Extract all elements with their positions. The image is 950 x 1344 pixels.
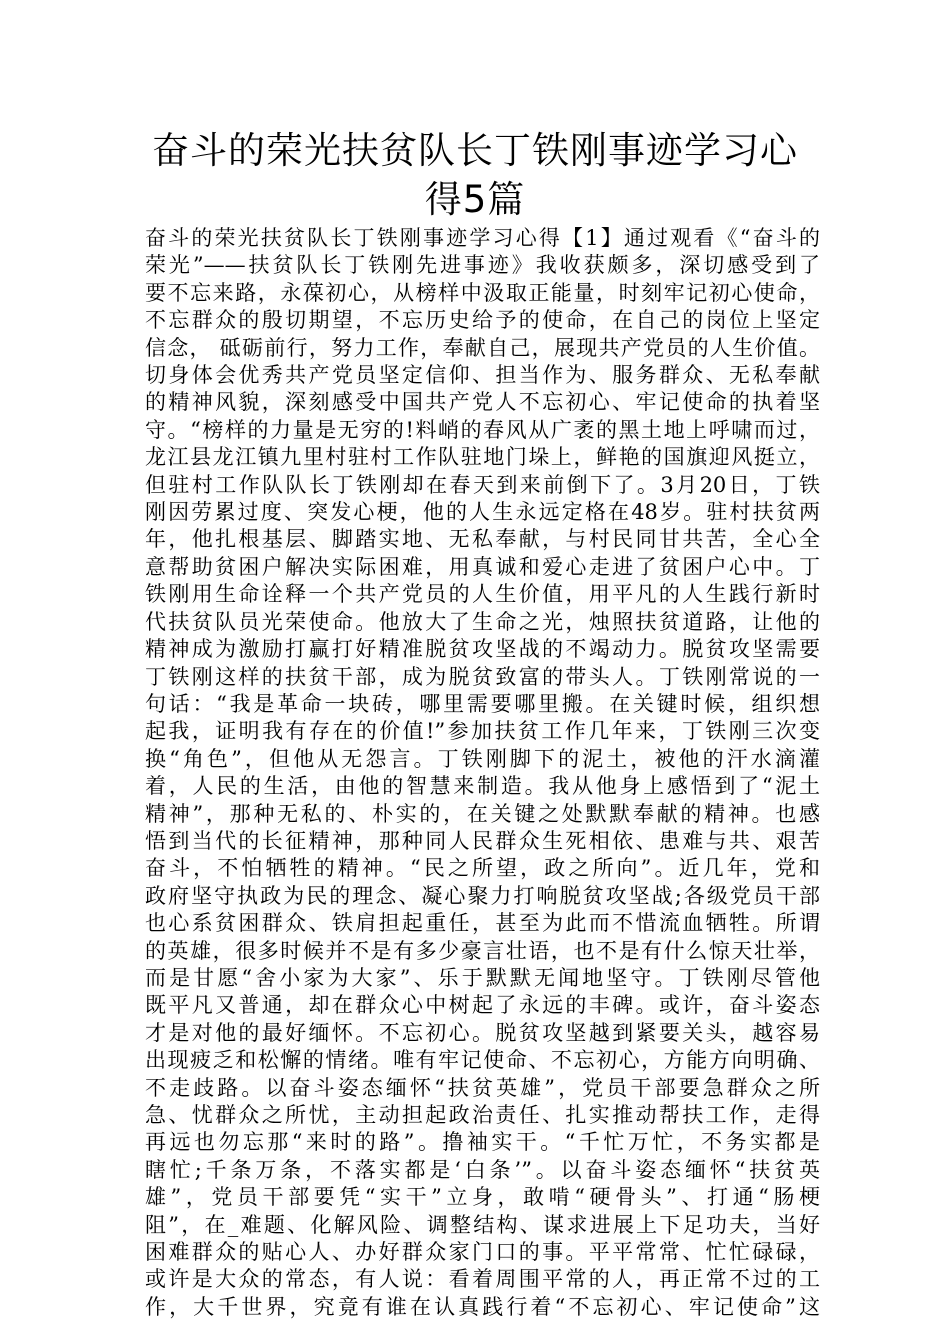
body-text-line: 瞎忙;千条万条，不落实都是‘白条’”。以奋斗姿态缅怀“扶贫英: [145, 1157, 820, 1182]
body-text-line: 年，他扎根基层、脚踏实地、无私奉献，与村民同甘共苦，全心全: [145, 527, 820, 552]
body-text-line: 出现疲乏和松懈的情绪。唯有牢记使命、不忘初心，方能方向明确、: [145, 1048, 820, 1073]
body-text-line: 悟到当代的长征精神，那种同人民群众生死相依、患难与共、艰苦: [145, 828, 820, 853]
body-text-line: 再远也勿忘那“来时的路”。撸袖实干。“千忙万忙，不务实都是: [145, 1130, 820, 1155]
body-text-line: 荣光”——扶贫队长丁铁刚先进事迹》我收获颇多，深切感受到了: [145, 253, 820, 278]
body-text-line: 守。“榜样的力量是无穷的!料峭的春风从广袤的黑土地上呼啸而过，: [145, 417, 820, 442]
document-title-line-1: 奋斗的荣光扶贫队长丁铁刚事迹学习心: [152, 129, 798, 172]
body-text-line: 要不忘来路，永葆初心，从榜样中汲取正能量，时刻牢记初心使命，: [145, 280, 820, 305]
body-text-line: 铁刚用生命诠释一个共产党员的人生价值，用平凡的人生践行新时: [145, 582, 820, 607]
body-text-line: 奋斗，不怕牺牲的精神。“民之所望，政之所向”。近几年，党和: [145, 856, 820, 881]
document-body: [145, 225, 820, 1321]
body-text-line: 换“角色”，但他从无怨言。丁铁刚脚下的泥土，被他的汗水滴灌: [145, 746, 820, 771]
body-text-line: 精神”，那种无私的、朴实的，在关键之处默默奉献的精神。也感: [145, 801, 820, 826]
body-text-line: 着，人民的生活，由他的智慧来制造。我从他身上感悟到了“泥土: [145, 774, 820, 799]
body-text-line: 丁铁刚这样的扶贫干部，成为脱贫致富的带头人。丁铁刚常说的一: [145, 664, 820, 689]
body-text-line: 不忘群众的殷切期望，不忘历史给予的使命，在自己的岗位上坚定: [145, 308, 820, 333]
body-text-line: 困难群众的贴心人、办好群众家门口的事。平平常常、忙忙碌碌，: [145, 1240, 820, 1265]
document-title: [120, 126, 830, 224]
body-text-line: 奋斗的荣光扶贫队长丁铁刚事迹学习心得【1】通过观看《“奋斗的: [145, 226, 820, 250]
body-text-line: 起我，证明我有存在的价值!”参加扶贫工作几年来，丁铁刚三次变: [145, 719, 820, 744]
body-text-line: 而是甘愿“舍小家为大家”、乐于默默无闻地坚守。丁铁刚尽管他: [145, 965, 820, 990]
body-text-line: 龙江县龙江镇九里村驻村工作队驻地门垛上，鲜艳的国旗迎风挺立，: [145, 445, 820, 470]
body-text-line: 句话：“我是革命一块砖，哪里需要哪里搬。在关键时候，组织想: [145, 691, 820, 716]
body-text-line: 急、忧群众之所忧，主动担起政治责任、扎实推动帮扶工作，走得: [145, 1103, 820, 1127]
body-text-line: 但驻村工作队队长丁铁刚却在春天到来前倒下了。3月20日，丁铁: [145, 472, 820, 497]
body-text-line: 才是对他的最好缅怀。不忘初心。脱贫攻坚越到紧要关头，越容易: [145, 1020, 820, 1045]
body-text-line: 的英雄，很多时候并不是有多少豪言壮语，也不是有什么惊天壮举，: [145, 938, 820, 963]
body-text-line: 既平凡又普通，却在群众心中树起了永远的丰碑。或许，奋斗姿态: [145, 993, 820, 1018]
body-text-line: 刚因劳累过度、突发心梗，他的人生永远定格在48岁。驻村扶贫两: [145, 500, 820, 525]
body-text-line: 作，大千世界，究竟有谁在认真践行着“不忘初心、牢记使命”这: [145, 1294, 820, 1319]
body-text-line: 的精神风貌，深刻感受中国共产党人不忘初心、牢记使命的执着坚: [145, 390, 820, 415]
body-text-line: 不走歧路。以奋斗姿态缅怀“扶贫英雄”，党员干部要急群众之所: [145, 1075, 820, 1100]
body-text-line: 意帮助贫困户解决实际困难，用真诚和爱心走进了贫困户心中。丁: [145, 554, 820, 579]
document-title-line-2: 得5篇: [424, 178, 526, 221]
body-text-line: 信念， 砥砺前行，努力工作，奉献自己，展现共产党员的人生价值。: [145, 335, 820, 360]
body-text-line: 政府坚守执政为民的理念、凝心聚力打响脱贫攻坚战;各级党员干部: [145, 883, 820, 908]
body-text-line: 雄”，党员干部要凭“实干”立身，敢啃“硬骨头”、打通“肠梗: [145, 1185, 820, 1210]
body-text-line: 阻”，在_难题、化解风险、调整结构、谋求进展上下足功夫，当好: [145, 1212, 820, 1237]
body-text-line: 代扶贫队员光荣使命。他放大了生命之光，烛照扶贫道路，让他的: [145, 609, 820, 634]
body-text-line: 也心系贫困群众、铁肩担起重任，甚至为此而不惜流血牺牲。所谓: [145, 911, 820, 936]
body-text-line: 精神成为激励打赢打好精准脱贫攻坚战的不竭动力。脱贫攻坚需要: [145, 637, 820, 662]
body-text-line: 切身体会优秀共产党员坚定信仰、担当作为、服务群众、无私奉献: [145, 363, 820, 388]
body-text-line: 或许是大众的常态，有人说：看着周围平常的人，再正常不过的工: [145, 1267, 820, 1292]
